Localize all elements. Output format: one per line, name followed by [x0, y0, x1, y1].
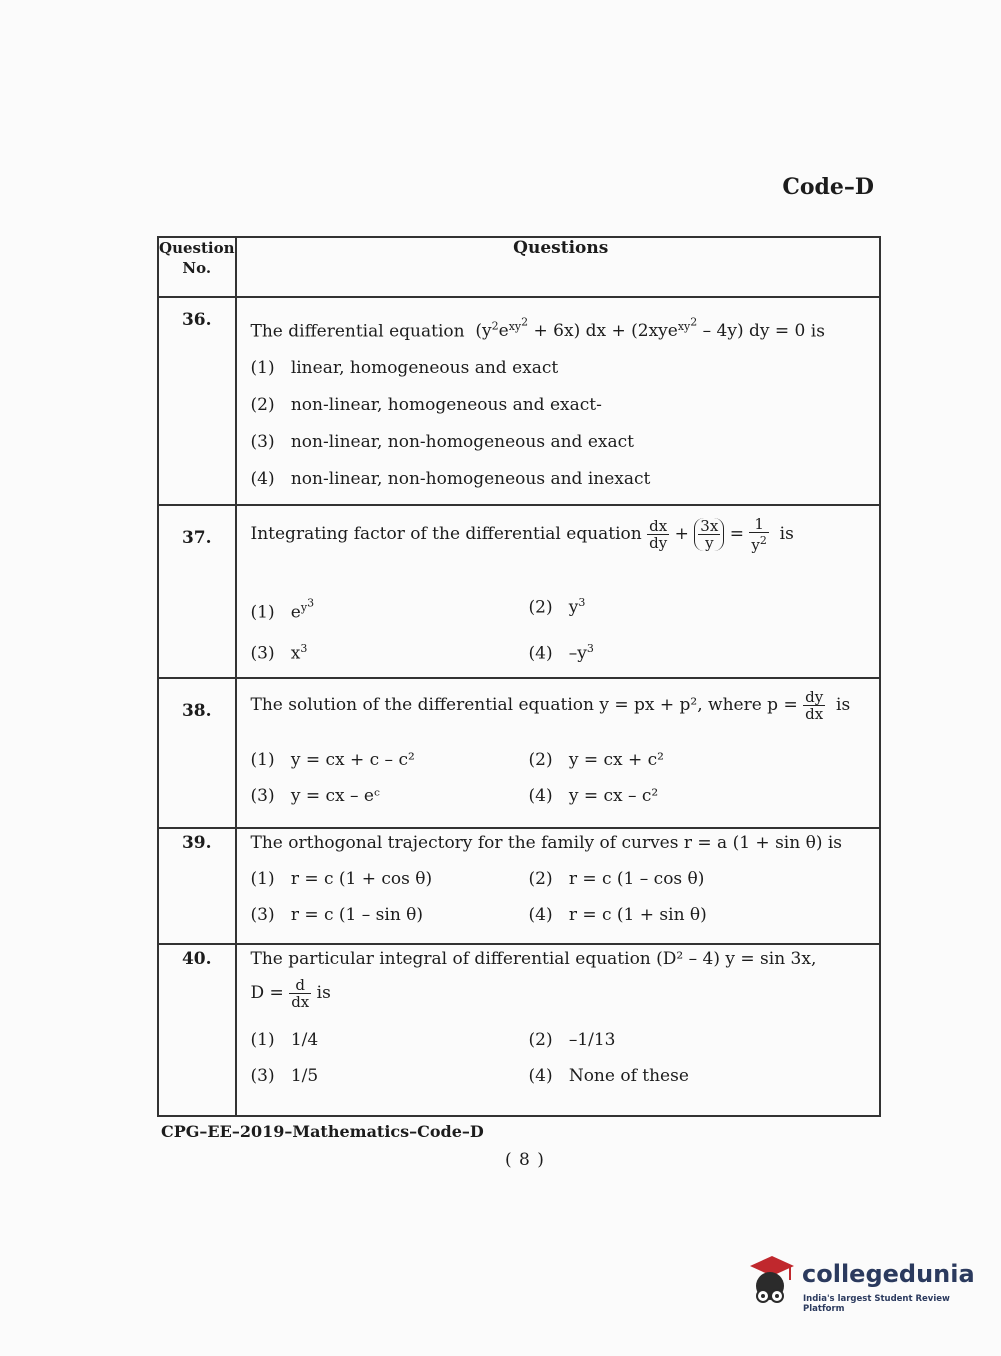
logo-brand: collegedunia: [802, 1260, 975, 1288]
collegedunia-logo: [742, 1252, 975, 1314]
option-3[interactable]: (3) non-linear, non-homogeneous and exact: [250, 432, 634, 453]
equation: $\frac{dx}{dy}$ + $\frac{3x}{y}$ = $\frac{1}{y^2}$: [649, 515, 767, 555]
question-row-36: [158, 297, 880, 505]
question-number: 38.: [181, 701, 212, 722]
stem-is: is: [810, 321, 825, 342]
code-label: Code–D: [782, 174, 874, 200]
question-number: 36.: [181, 310, 212, 330]
stem-text: The differential equation: [250, 321, 465, 342]
qno-header-line2: No.: [182, 259, 212, 277]
d-definition: D = $\frac{d}{dx}$ is: [250, 976, 331, 1012]
option-2[interactable]: (2) –1/13: [528, 1030, 616, 1051]
mascot-icon: [742, 1252, 800, 1310]
dy-dx-fraction: $\frac{dy}{dx}$: [805, 688, 824, 724]
option-2[interactable]: (2) r = c (1 – cos θ): [528, 869, 705, 890]
paper-code-footer: CPG–EE–2019–Mathematics–Code–D: [161, 1122, 484, 1141]
option-4[interactable]: (4) r = c (1 + sin θ): [528, 905, 707, 926]
option-1[interactable]: (1) y = cx + c – c²: [250, 750, 415, 771]
question-row-40: [158, 944, 880, 1116]
option-3[interactable]: (3) 1/5: [250, 1066, 319, 1087]
question-number: 39.: [181, 833, 212, 854]
page-number: ( 8 ): [505, 1150, 545, 1170]
question-stem: [251, 310, 872, 343]
equation: $(y^2e^{xy^2} + 6x)$ dx + (2xye$^{xy^2}$ – 4y) dy = 0: [469, 315, 806, 342]
option-3[interactable]: (3) r = c (1 – sin θ): [250, 905, 424, 926]
option-4[interactable]: (4) None of these: [528, 1066, 689, 1087]
stem-is: is: [836, 695, 851, 716]
stem-text: The solution of the differential equation y = px + p², where p =: [250, 695, 798, 716]
option-2[interactable]: (2) $y^3$: [528, 596, 586, 618]
option-4[interactable]: (4) y = cx – c²: [528, 786, 659, 807]
option-4[interactable]: (4) $-y^3$: [528, 641, 594, 664]
table-header: [158, 237, 880, 297]
question-number: 37.: [181, 528, 212, 549]
question-row-37: [158, 505, 880, 678]
option-1[interactable]: (1) 1/4: [250, 1030, 319, 1051]
stem-is: is: [779, 524, 794, 545]
question-stem: The orthogonal trajectory for the family of curves r = a (1 + sin θ) is: [250, 833, 843, 854]
question-stem: The particular integral of differential equation (D² – 4) y = sin 3x,: [250, 949, 817, 970]
option-4[interactable]: (4) non-linear, non-homogeneous and inexact: [250, 469, 651, 490]
qno-header: [158, 237, 236, 297]
option-1[interactable]: (1) linear, homogeneous and exact: [250, 358, 559, 379]
questions-header: Questions: [236, 237, 881, 297]
option-2[interactable]: (2) non-linear, homogeneous and exact-: [250, 395, 602, 416]
qno-header-line1: Question: [159, 239, 235, 257]
option-3[interactable]: (3) $x^3$: [250, 641, 308, 664]
question-number: 40.: [181, 949, 212, 970]
question-row-38: [158, 678, 880, 828]
questions-table: [157, 236, 881, 1117]
option-3[interactable]: (3) y = cx – eᶜ: [250, 786, 380, 807]
question-stem: [251, 689, 872, 722]
option-1[interactable]: (1) r = c (1 + cos θ): [250, 869, 433, 890]
option-2[interactable]: (2) y = cx + c²: [528, 750, 664, 771]
option-1[interactable]: (1) $e^{y^3}$: [250, 596, 315, 623]
logo-tagline: India's largest Student Review Platform: [803, 1294, 950, 1314]
stem-text: Integrating factor of the differential equation: [250, 524, 642, 545]
question-stem: [251, 516, 872, 553]
question-row-39: [158, 828, 880, 944]
